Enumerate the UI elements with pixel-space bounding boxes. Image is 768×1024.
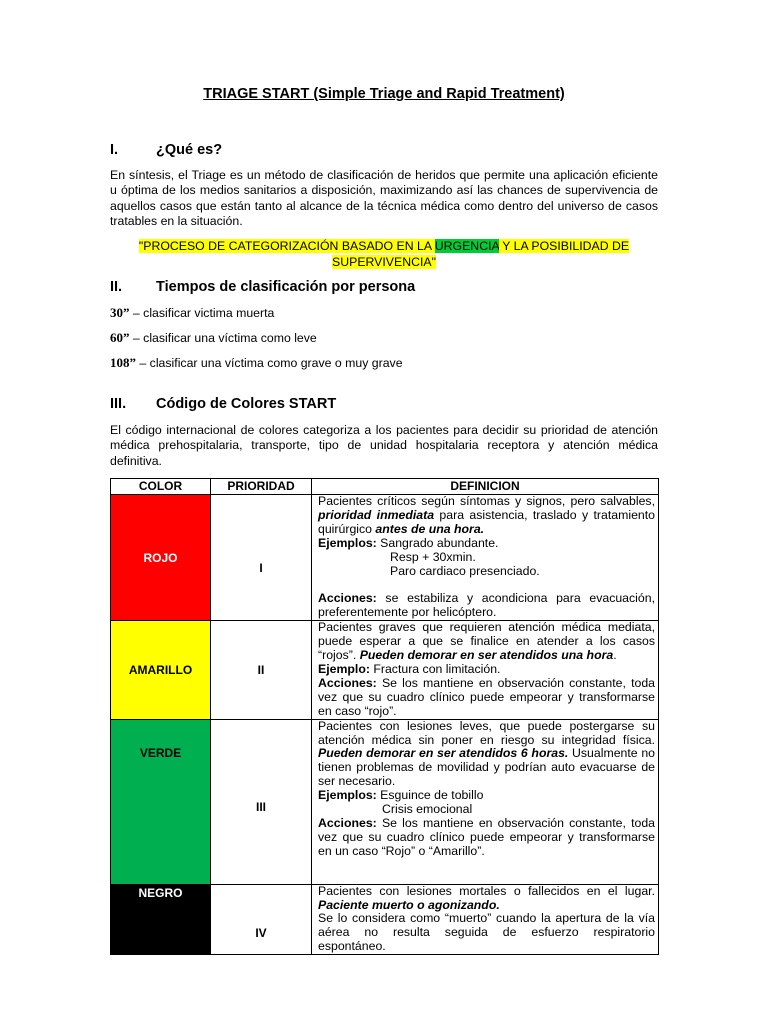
time-item: 30” – clasificar victima muerta: [110, 305, 275, 320]
definition-cell: Pacientes críticos según síntomas y signos, pero salvables, prioridad inmediata para asistencia, traslado y tratamiento quirúrgico antes de una hora. Ejemplos: Sangrado abundante. Resp + 30xmin. Paro cardiaco presenciado. Acciones: se estabiliza y acondiciona para evacuación, preferentemente por helicóptero.: [312, 495, 659, 621]
priority-cell: I: [211, 495, 312, 621]
section-3-heading: [110, 396, 336, 412]
priority-cell: III: [211, 719, 312, 884]
table-row: [111, 621, 659, 719]
definition-cell: Pacientes con lesiones mortales o fallecidos en el lugar. Paciente muerto o agonizando. Se lo considera como “muerto” cuando la apertura de la vía aérea no resulta seguida de esfuerzo respiratorio espontáneo.: [312, 884, 659, 955]
table-row: [111, 495, 659, 621]
urgency-quote: "PROCESO DE CATEGORIZACIÓN BASADO EN LA URGENCIA Y LA POSIBILIDAD DE SUPERVIVENCIA": [138, 239, 630, 269]
section-1-number: I.: [110, 142, 119, 158]
definition-cell: Pacientes con lesiones leves, que puede postergarse su atención médica sin poner en riesgo su integridad física. Pueden demorar en ser atendidos 6 horas. Usualmente no tienen problemas de movilidad y podrían auto evacuarse de ser necesario. Ejemplos: Esguince de tobillo Crisis emocional Acciones: Se los mantiene en observación constante, toda vez que su cuadro clínico puede empeorar y transformarse en un caso “Rojo” o “Amarillo”.: [312, 719, 659, 884]
table-row: [111, 884, 659, 955]
color-cell-rojo: ROJO: [111, 495, 211, 621]
section-1-heading: [110, 142, 222, 158]
priority-cell: IV: [211, 884, 312, 955]
section-3-title: Código de Colores START: [156, 396, 337, 412]
color-cell-negro: NEGRO: [111, 884, 211, 955]
document-title: TRIAGE START (Simple Triage and Rapid Treatment): [203, 86, 565, 102]
priority-cell: II: [211, 621, 312, 719]
section-3-number: III.: [110, 396, 127, 412]
time-item: 60” – clasificar una víctima como leve: [110, 330, 317, 345]
definition-cell: Pacientes graves que requieren atención médica mediata, puede esperar a que se finalice en atender a los casos “rojos”. Pueden demorar en ser atendidos una hora. Ejemplo: Fractura con limitación. Acciones: Se los mantiene en observación constante, toda vez que su cuadro clínico puede empeorar y transformarse en caso “rojo”.: [312, 621, 659, 719]
header-color: COLOR: [111, 479, 211, 495]
section-2-title: Tiempos de clasificación por persona: [156, 279, 416, 295]
section-2-heading: [110, 279, 415, 295]
table-header-row: [111, 479, 659, 495]
time-item: 108” – clasificar una víctima como grave o muy grave: [110, 355, 403, 370]
header-definition: DEFINICION: [312, 479, 659, 495]
section-2-number: II.: [110, 279, 123, 295]
table-row: [111, 719, 659, 884]
section-1-paragraph: En síntesis, el Triage es un método de clasificación de heridos que permite una aplicación eficiente u óptima de los medios sanitarios a disposición, maximizando así las chances de supervivencia de aquellos casos que están tanto al alcance de la técnica médica como dentro del universo de casos tratables en la situación.: [110, 168, 658, 229]
header-priority: PRIORIDAD: [211, 479, 312, 495]
color-cell-verde: VERDE: [111, 719, 211, 884]
section-1-title: ¿Qué es?: [156, 142, 223, 158]
triage-color-table: [110, 478, 659, 955]
section-3-paragraph: El código internacional de colores categoriza a los pacientes para decidir su prioridad de atención médica prehospitalaria, transporte, tipo de unidad hospitalaria receptora y atención médica definitiva.: [110, 423, 658, 468]
color-cell-amarillo: AMARILLO: [111, 621, 211, 719]
